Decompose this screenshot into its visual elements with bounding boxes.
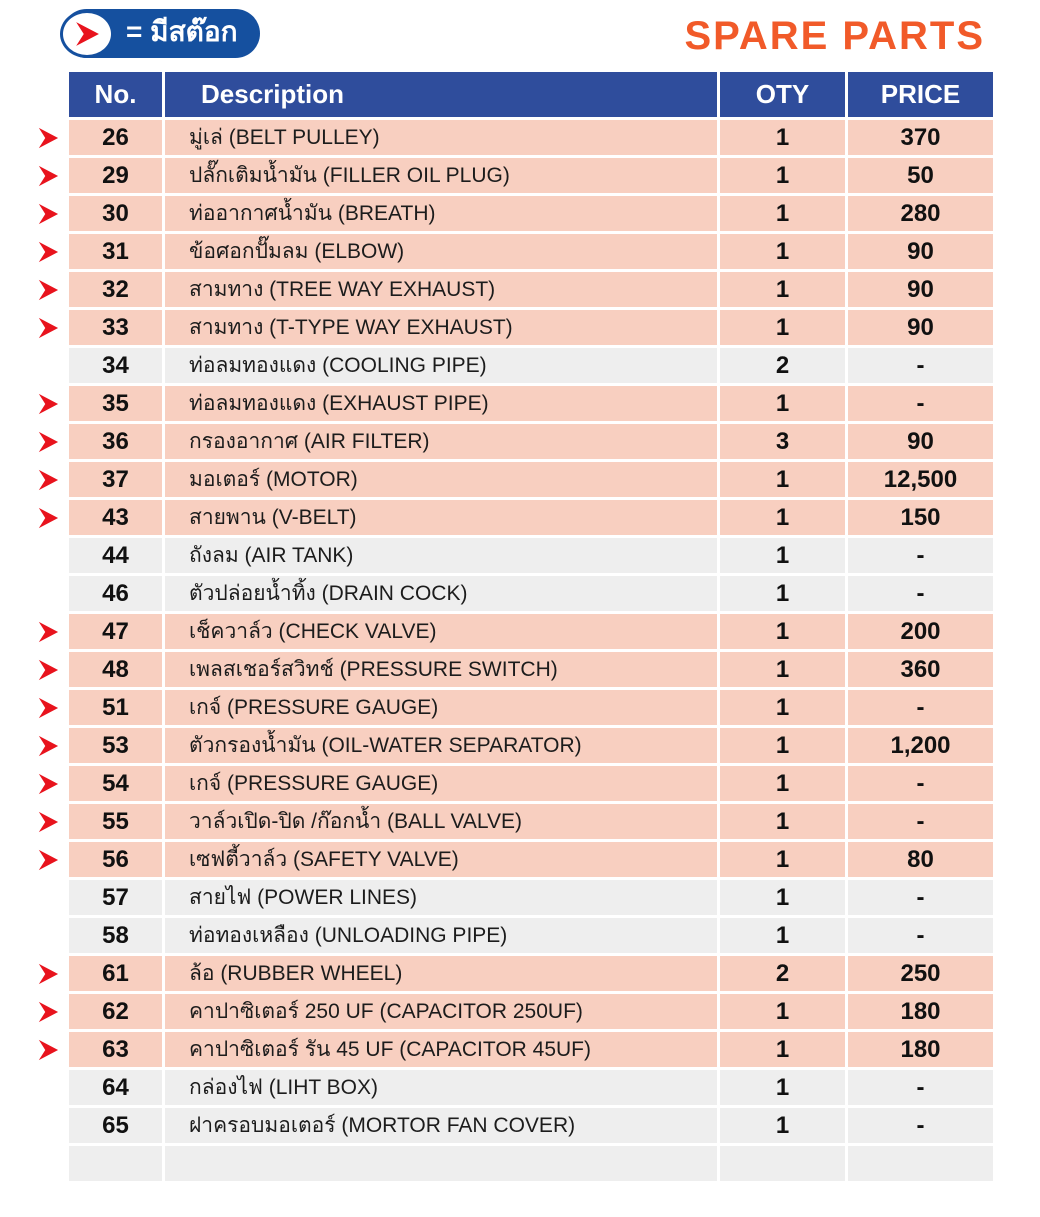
row-price	[848, 1146, 993, 1181]
row-price: 180	[848, 1032, 993, 1067]
row-number: 55	[69, 804, 162, 839]
row-number: 53	[69, 728, 162, 763]
row-description: ปลั๊กเติมน้ำมัน (FILLER OIL PLUG)	[165, 158, 717, 193]
row-number: 63	[69, 1032, 162, 1067]
row-number: 46	[69, 576, 162, 611]
column-header-no: No.	[69, 72, 162, 117]
in-stock-arrow-icon	[30, 956, 66, 991]
row-number: 43	[69, 500, 162, 535]
row-description: ล้อ (RUBBER WHEEL)	[165, 956, 717, 991]
row-price: -	[848, 880, 993, 915]
row-description: กรองอากาศ (AIR FILTER)	[165, 424, 717, 459]
row-description: ท่อทองเหลือง (UNLOADING PIPE)	[165, 918, 717, 953]
in-stock-arrow-icon	[30, 652, 66, 687]
row-qty: 1	[720, 576, 845, 611]
row-number: 29	[69, 158, 162, 193]
in-stock-legend-badge	[62, 9, 260, 58]
topbar	[0, 0, 1040, 64]
row-price: 280	[848, 196, 993, 231]
row-qty: 1	[720, 158, 845, 193]
row-qty: 1	[720, 804, 845, 839]
row-price: -	[848, 918, 993, 953]
row-price: 90	[848, 272, 993, 307]
row-number: 58	[69, 918, 162, 953]
row-price: -	[848, 1070, 993, 1105]
in-stock-arrow-icon	[30, 310, 66, 345]
row-number: 44	[69, 538, 162, 573]
in-stock-arrow-icon	[60, 10, 114, 58]
row-qty: 1	[720, 728, 845, 763]
row-description: ท่อลมทองแดง (COOLING PIPE)	[165, 348, 717, 383]
row-description: กล่องไฟ (LIHT BOX)	[165, 1070, 717, 1105]
row-description: เซฟตี้วาล์ว (SAFETY VALVE)	[165, 842, 717, 877]
row-number: 57	[69, 880, 162, 915]
row-qty: 1	[720, 120, 845, 155]
in-stock-arrow-icon	[30, 500, 66, 535]
row-number: 26	[69, 120, 162, 155]
in-stock-arrow-icon	[30, 994, 66, 1029]
row-qty: 1	[720, 652, 845, 687]
spare-parts-table	[30, 72, 993, 1181]
row-description: มอเตอร์ (MOTOR)	[165, 462, 717, 497]
row-number: 35	[69, 386, 162, 421]
row-description: สายไฟ (POWER LINES)	[165, 880, 717, 915]
row-qty: 1	[720, 766, 845, 801]
row-qty: 1	[720, 1070, 845, 1105]
row-qty: 1	[720, 310, 845, 345]
row-qty: 1	[720, 500, 845, 535]
row-price: 90	[848, 310, 993, 345]
row-description: สายพาน (V-BELT)	[165, 500, 717, 535]
row-qty: 2	[720, 956, 845, 991]
column-header-description: Description	[165, 72, 717, 117]
header-arrow-spacer	[30, 72, 66, 117]
row-number: 47	[69, 614, 162, 649]
row-description: ตัวกรองน้ำมัน (OIL-WATER SEPARATOR)	[165, 728, 717, 763]
arrow-spacer	[30, 1146, 66, 1181]
row-description: ท่อลมทองแดง (EXHAUST PIPE)	[165, 386, 717, 421]
arrow-spacer	[30, 348, 66, 383]
row-price: -	[848, 804, 993, 839]
arrow-spacer	[30, 880, 66, 915]
row-price: 200	[848, 614, 993, 649]
row-price: -	[848, 538, 993, 573]
row-price: 12,500	[848, 462, 993, 497]
in-stock-arrow-icon	[30, 196, 66, 231]
row-qty: 1	[720, 994, 845, 1029]
row-price: -	[848, 690, 993, 725]
row-number: 54	[69, 766, 162, 801]
row-number: 32	[69, 272, 162, 307]
in-stock-arrow-icon	[30, 424, 66, 459]
in-stock-arrow-icon	[30, 386, 66, 421]
arrow-spacer	[30, 576, 66, 611]
row-qty: 1	[720, 880, 845, 915]
row-price: -	[848, 576, 993, 611]
in-stock-arrow-icon	[30, 1032, 66, 1067]
row-number: 36	[69, 424, 162, 459]
row-description	[165, 1146, 717, 1181]
row-number: 51	[69, 690, 162, 725]
row-number: 64	[69, 1070, 162, 1105]
row-description: สามทาง (T-TYPE WAY EXHAUST)	[165, 310, 717, 345]
row-description: คาปาซิเตอร์ รัน 45 UF (CAPACITOR 45UF)	[165, 1032, 717, 1067]
page-title: SPARE PARTS	[684, 14, 985, 58]
row-qty: 1	[720, 196, 845, 231]
in-stock-arrow-icon	[30, 842, 66, 877]
row-price: 1,200	[848, 728, 993, 763]
row-number: 34	[69, 348, 162, 383]
row-qty: 1	[720, 234, 845, 269]
row-description: ท่ออากาศน้ำมัน (BREATH)	[165, 196, 717, 231]
in-stock-arrow-icon	[30, 728, 66, 763]
row-price: 250	[848, 956, 993, 991]
row-price: 150	[848, 500, 993, 535]
row-number: 31	[69, 234, 162, 269]
in-stock-arrow-icon	[30, 690, 66, 725]
row-price: -	[848, 766, 993, 801]
row-number: 48	[69, 652, 162, 687]
row-qty: 1	[720, 690, 845, 725]
row-description: เกจ์ (PRESSURE GAUGE)	[165, 766, 717, 801]
row-description: วาล์วเปิด-ปิด /ก๊อกน้ำ (BALL VALVE)	[165, 804, 717, 839]
row-qty: 1	[720, 272, 845, 307]
row-description: ตัวปล่อยน้ำทิ้ง (DRAIN COCK)	[165, 576, 717, 611]
row-price: 90	[848, 234, 993, 269]
in-stock-arrow-icon	[30, 158, 66, 193]
row-qty: 1	[720, 386, 845, 421]
row-description: ถังลม (AIR TANK)	[165, 538, 717, 573]
row-price: -	[848, 348, 993, 383]
row-price: 360	[848, 652, 993, 687]
row-price: 80	[848, 842, 993, 877]
row-price: -	[848, 386, 993, 421]
row-description: สามทาง (TREE WAY EXHAUST)	[165, 272, 717, 307]
row-description: เพลสเชอร์สวิทช์ (PRESSURE SWITCH)	[165, 652, 717, 687]
in-stock-arrow-icon	[30, 804, 66, 839]
row-price: 90	[848, 424, 993, 459]
row-description: ฝาครอบมอเตอร์ (MORTOR FAN COVER)	[165, 1108, 717, 1143]
row-price: 180	[848, 994, 993, 1029]
arrow-spacer	[30, 538, 66, 573]
legend-label: = มีสต๊อก	[126, 15, 238, 47]
column-header-qty: OTY	[720, 72, 845, 117]
in-stock-arrow-icon	[30, 766, 66, 801]
row-price: -	[848, 1108, 993, 1143]
row-number: 61	[69, 956, 162, 991]
row-qty: 1	[720, 538, 845, 573]
row-number: 56	[69, 842, 162, 877]
arrow-spacer	[30, 1108, 66, 1143]
row-qty: 1	[720, 918, 845, 953]
row-number: 37	[69, 462, 162, 497]
row-qty: 1	[720, 614, 845, 649]
row-description: มู่เล่ (BELT PULLEY)	[165, 120, 717, 155]
in-stock-arrow-icon	[30, 462, 66, 497]
in-stock-arrow-icon	[30, 272, 66, 307]
row-qty: 1	[720, 842, 845, 877]
row-qty: 1	[720, 1032, 845, 1067]
row-number: 62	[69, 994, 162, 1029]
arrow-spacer	[30, 1070, 66, 1105]
in-stock-arrow-icon	[30, 614, 66, 649]
row-qty: 2	[720, 348, 845, 383]
in-stock-arrow-icon	[30, 120, 66, 155]
row-qty: 3	[720, 424, 845, 459]
row-description: เช็ควาล์ว (CHECK VALVE)	[165, 614, 717, 649]
column-header-price: PRICE	[848, 72, 993, 117]
row-number: 30	[69, 196, 162, 231]
row-number: 33	[69, 310, 162, 345]
row-qty	[720, 1146, 845, 1181]
row-description: เกจ์ (PRESSURE GAUGE)	[165, 690, 717, 725]
row-price: 370	[848, 120, 993, 155]
in-stock-arrow-icon	[30, 234, 66, 269]
arrow-spacer	[30, 918, 66, 953]
row-qty: 1	[720, 462, 845, 497]
row-qty: 1	[720, 1108, 845, 1143]
row-price: 50	[848, 158, 993, 193]
row-number: 65	[69, 1108, 162, 1143]
row-description: ข้อศอกปั๊มลม (ELBOW)	[165, 234, 717, 269]
row-description: คาปาซิเตอร์ 250 UF (CAPACITOR 250UF)	[165, 994, 717, 1029]
row-number	[69, 1146, 162, 1181]
